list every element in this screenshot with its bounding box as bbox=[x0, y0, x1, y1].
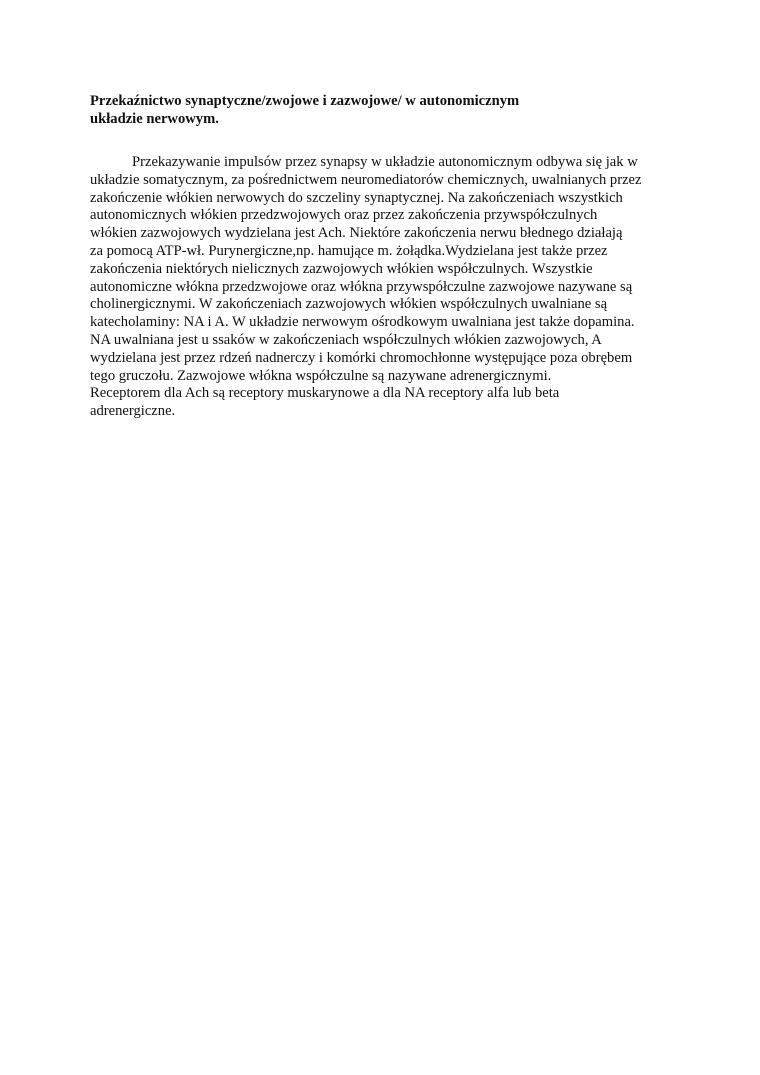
paragraph-line: adrenergiczne. bbox=[90, 403, 176, 420]
paragraph-line: włókien zazwojowych wydzielana jest Ach. Niektóre zakończenia nerwu błednego działają bbox=[90, 225, 623, 242]
document-body bbox=[90, 154, 680, 421]
paragraph-line: autonomiczne włókna przedzwojowe oraz włókna przywspółczulne zazwojowe nazywane są bbox=[90, 278, 633, 295]
paragraph-line: zakończenie włókien nerwowych do szczeliny synaptycznej. Na zakończeniach wszystkich bbox=[90, 189, 623, 206]
paragraph-line: NA uwalniana jest u ssaków w zakończeniach współczulnych włókien zazwojowych, A bbox=[90, 331, 602, 348]
paragraph-line: katecholaminy: NA i A. W układzie nerwowym ośrodkowym uwalniana jest także dopamina. bbox=[90, 314, 635, 331]
paragraph-line: układzie somatycznym, za pośrednictwem neuromediatorów chemicznych, uwalnianych przez bbox=[90, 171, 642, 188]
paragraph-line: wydzielana jest przez rdzeń nadnerczy i komórki chromochłonne występujące poza obrębem bbox=[90, 349, 633, 366]
paragraph-line: zakończenia niektórych nielicznych zazwojowych włókien współczulnych. Wszystkie bbox=[90, 260, 593, 277]
document-content bbox=[90, 92, 680, 421]
document-title bbox=[90, 92, 680, 128]
title-line: układzie nerwowym. bbox=[90, 111, 219, 127]
title-line: Przekaźnictwo synaptyczne/zwojowe i zazwojowe/ w autonomicznym bbox=[90, 93, 520, 109]
paragraph-line: cholinergicznymi. W zakończeniach zazwojowych włókien współczulnych uwalniane są bbox=[90, 296, 608, 313]
paragraph-line: Przekazywanie impulsów przez synapsy w układzie autonomicznym odbywa się jak w bbox=[132, 154, 638, 170]
paragraph-line: tego gruczołu. Zazwojowe włókna współczulne są nazywane adrenergicznymi. bbox=[90, 367, 552, 384]
paragraph-line: Receptorem dla Ach są receptory muskarynowe a dla NA receptory alfa lub beta bbox=[90, 385, 560, 402]
paragraph-line: autonomicznych włókien przedzwojowych oraz przez zakończenia przywspółczulnych bbox=[90, 207, 598, 224]
paragraph-line: za pomocą ATP-wł. Purynergiczne,np. hamujące m. żołądka.Wydzielana jest także przez bbox=[90, 242, 608, 259]
